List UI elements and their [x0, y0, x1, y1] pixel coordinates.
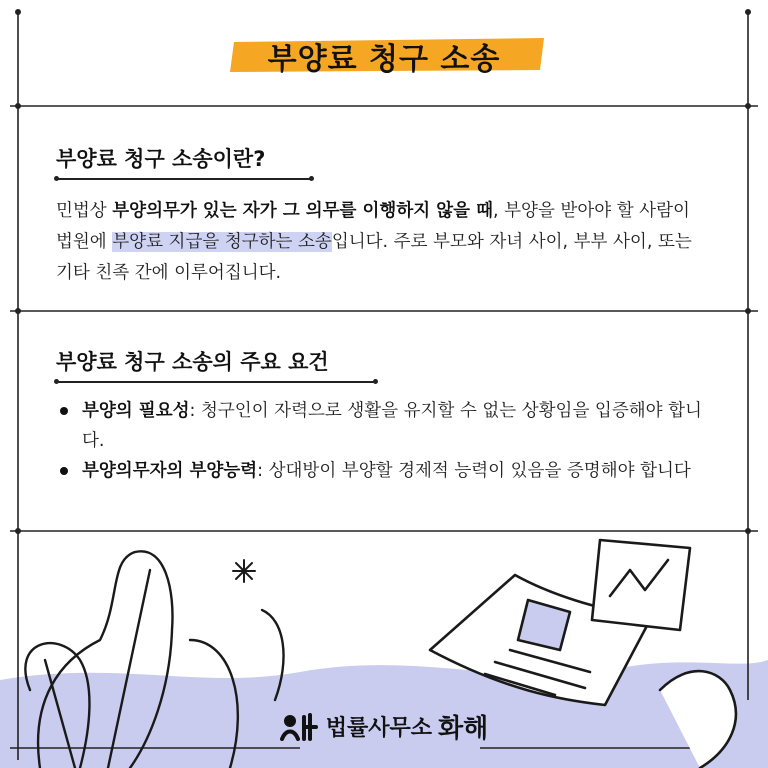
definition-paragraph [56, 196, 706, 289]
definition-text-b: , 부양을 받아야 할 사람이 법원에 [56, 201, 690, 252]
title-banner [0, 28, 768, 84]
definition-text-c: 입니다. 주로 부모와 자녀 사이, 부부 사이, 또는 기타 친족 간에 이루어집니다. [56, 232, 692, 283]
list-item [56, 396, 716, 456]
definition-text-a: 민법상 [56, 201, 113, 221]
brand-logo [0, 708, 768, 745]
bullet-dot [60, 407, 68, 415]
brand-mark-icon [280, 713, 320, 741]
sparkle-icon [233, 560, 255, 582]
requirement-text: : 상대방이 부양할 경제적 능력이 있음을 증명해야 합니다 [257, 461, 691, 481]
heading-underline [56, 381, 376, 383]
bullet-dot [60, 467, 68, 475]
definition-highlight: 부양료 지급을 청구하는 소송 [112, 232, 332, 252]
requirement-text: : 청구인이 자력으로 생활을 유지할 수 없는 상황임을 입증해야 합니다. [82, 401, 702, 451]
section-heading-requirements: 부양료 청구 소송의 주요 요건 [56, 350, 329, 374]
definition-bold: 부양의무가 있는 자가 그 의무를 이행하지 않을 때 [112, 201, 494, 221]
brand-name: 법률사무소 [325, 716, 433, 741]
heading-underline [56, 178, 312, 180]
page-title: 부양료 청구 소송 [267, 42, 501, 77]
requirements-list [56, 396, 716, 486]
requirement-label: 부양의무자의 부양능력 [82, 461, 258, 481]
brand-strong: 화해 [438, 714, 489, 744]
list-item [56, 456, 716, 486]
section-heading-definition: 부양료 청구 소송이란? [56, 147, 266, 171]
requirement-label: 부양의 필요성 [82, 401, 190, 421]
